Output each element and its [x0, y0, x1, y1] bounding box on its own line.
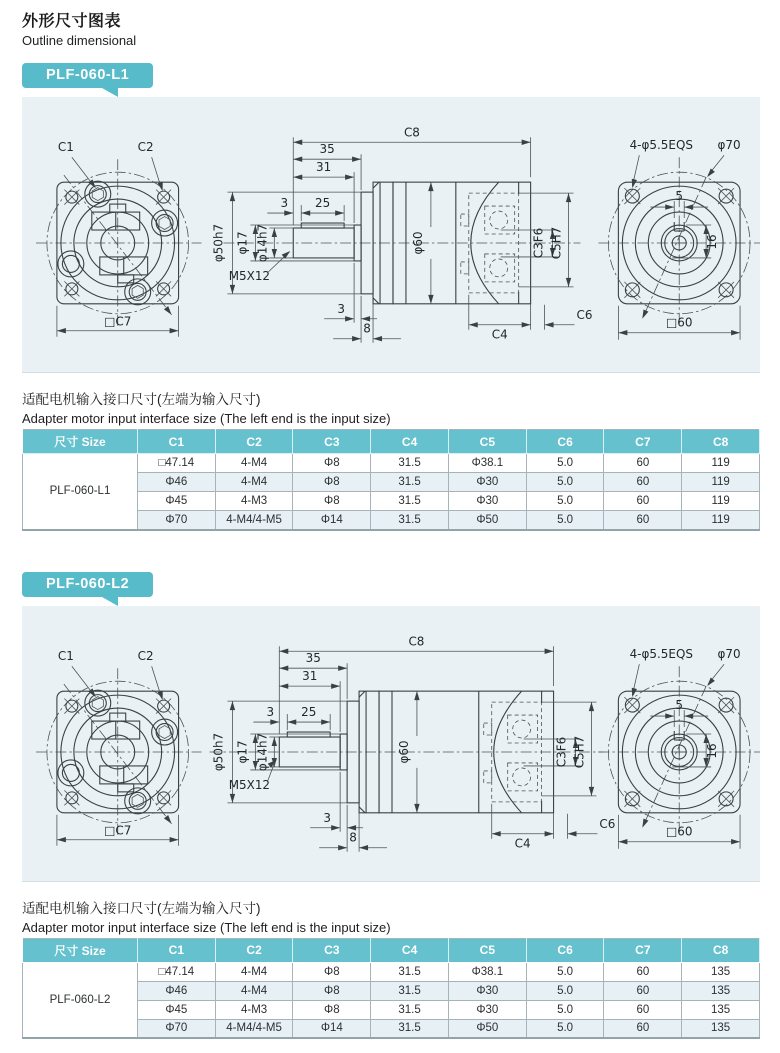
table-row [23, 962, 760, 981]
cell: 119 [682, 511, 760, 530]
model-badge-l1: PLF-060-L1 [22, 63, 153, 88]
cell: 119 [682, 454, 760, 473]
model-cell: PLF-060-L2 [23, 962, 138, 1038]
dim-label-d35: 35 [305, 650, 321, 665]
col-header-c5: C5 [448, 938, 526, 962]
cell: Φ46 [137, 981, 215, 1000]
dim-label-d8: 8 [349, 830, 357, 845]
col-header-size: 尺寸 Size [23, 938, 138, 962]
adapter-note-zh: 适配电机输入接口尺寸(左端为输入尺寸) [22, 900, 261, 916]
cell: 4-M3 [215, 492, 293, 511]
dim-label-phi50: φ50h7 [211, 223, 226, 263]
col-header-size: 尺寸 Size [23, 430, 138, 454]
cell: 60 [604, 1019, 682, 1038]
dim-label-c4: C4 [514, 836, 531, 851]
cell: 5.0 [526, 511, 604, 530]
col-header-c3: C3 [293, 938, 371, 962]
cell: 5.0 [526, 1019, 604, 1038]
col-header-c8: C8 [682, 430, 760, 454]
cell: 60 [604, 454, 682, 473]
dim-label-d5: 5 [675, 697, 684, 712]
dimension-table-l1 [22, 429, 760, 531]
col-header-c1: C1 [137, 938, 215, 962]
cell: Φ45 [137, 1000, 215, 1019]
dim-label-c6: C6 [576, 307, 593, 322]
dimension-table-l2 [22, 938, 760, 1040]
cell: 31.5 [371, 1000, 449, 1019]
page-subtitle: Outline dimensional [22, 33, 137, 48]
dim-label-c3f6: C3F6 [554, 736, 569, 767]
dim-label-d3: 3 [280, 196, 289, 211]
cell: 4-M3 [215, 1000, 293, 1019]
cell: Φ50 [448, 511, 526, 530]
cell: Φ8 [293, 981, 371, 1000]
cell: Φ30 [448, 1000, 526, 1019]
cell: 31.5 [371, 473, 449, 492]
dim-label-d5: 5 [675, 189, 684, 204]
model-cell: PLF-060-L1 [23, 454, 138, 530]
cell: 31.5 [371, 962, 449, 981]
col-header-c6: C6 [526, 430, 604, 454]
col-header-c1: C1 [137, 430, 215, 454]
table-header-row [23, 430, 760, 454]
dim-label-c2: C2 [137, 648, 154, 663]
adapter-note-en: Adapter motor input interface size (The left end is the input size) [22, 919, 391, 935]
drawing-panel-l1 [22, 97, 760, 373]
page-title: 外形尺寸图表 [22, 13, 122, 30]
cell: 5.0 [526, 981, 604, 1000]
dim-label-m5: M5X12 [228, 268, 271, 283]
cell: 5.0 [526, 454, 604, 473]
cell: 119 [682, 492, 760, 511]
dim-label-c8: C8 [408, 633, 425, 648]
cell: Φ50 [448, 1019, 526, 1038]
cell: 135 [682, 981, 760, 1000]
cell: 4-M4/4-M5 [215, 511, 293, 530]
cell: Φ14 [293, 1019, 371, 1038]
col-header-c4: C4 [371, 938, 449, 962]
cell: 4-M4 [215, 981, 293, 1000]
cell: 4-M4 [215, 962, 293, 981]
cell: 31.5 [371, 492, 449, 511]
cell: Φ14 [293, 511, 371, 530]
dim-label-d8: 8 [363, 321, 371, 336]
table-row [23, 454, 760, 473]
cell: □47.14 [137, 454, 215, 473]
drawing-panel-l2 [22, 606, 760, 882]
col-header-c3: C3 [293, 430, 371, 454]
dim-label-c7: □C7 [104, 314, 132, 329]
col-header-c5: C5 [448, 430, 526, 454]
dim-label-eqs: 4-φ5.5EQS [629, 138, 693, 153]
dim-label-c5h7: C5H7 [572, 735, 587, 768]
cell: Φ45 [137, 492, 215, 511]
col-header-c7: C7 [604, 430, 682, 454]
cell: 135 [682, 1019, 760, 1038]
cell: Φ8 [293, 454, 371, 473]
cell: 4-M4 [215, 454, 293, 473]
dim-label-sq60: □60 [665, 315, 693, 330]
cell: Φ70 [137, 1019, 215, 1038]
cell: 5.0 [526, 492, 604, 511]
cell: Φ38.1 [448, 454, 526, 473]
dim-label-d35: 35 [319, 142, 335, 157]
dim-label-c1: C1 [57, 648, 74, 663]
cell: 135 [682, 1000, 760, 1019]
cell: Φ30 [448, 981, 526, 1000]
dim-label-d16: 16 [705, 742, 720, 759]
cell: □47.14 [137, 962, 215, 981]
dim-label-c2: C2 [137, 140, 154, 155]
cell: 31.5 [371, 981, 449, 1000]
model-badge-l2: PLF-060-L2 [22, 572, 153, 597]
dim-label-phi50: φ50h7 [211, 732, 226, 771]
cell: 31.5 [371, 511, 449, 530]
cell: 31.5 [371, 454, 449, 473]
cell: 4-M4/4-M5 [215, 1019, 293, 1038]
cell: 4-M4 [215, 473, 293, 492]
dim-label-d31: 31 [316, 160, 332, 175]
outline-drawing-l1 [22, 97, 760, 373]
dim-label-phi70: φ70 [717, 138, 741, 153]
cell: 60 [604, 1000, 682, 1019]
dim-label-m5: M5X12 [228, 777, 271, 792]
cell: 60 [604, 962, 682, 981]
cell: Φ30 [448, 492, 526, 511]
dim-label-d3: 3 [266, 704, 275, 719]
col-header-c7: C7 [604, 938, 682, 962]
cell: Φ46 [137, 473, 215, 492]
cell: Φ8 [293, 1000, 371, 1019]
section-plf-060-l2 [22, 557, 760, 1040]
cell: 5.0 [526, 473, 604, 492]
dim-label-d25: 25 [315, 196, 331, 211]
col-header-c2: C2 [215, 430, 293, 454]
dim-label-phi14: φ14h7 [255, 732, 270, 771]
dim-label-c7: □C7 [104, 823, 132, 838]
dim-label-d31: 31 [302, 668, 318, 683]
dim-label-phi60: φ60 [396, 739, 411, 764]
dim-label-eqs: 4-φ5.5EQS [629, 646, 693, 661]
cell: Φ70 [137, 511, 215, 530]
cell: 60 [604, 511, 682, 530]
dim-label-c3f6: C3F6 [531, 227, 546, 259]
dim-label-c5h7: C5H7 [549, 226, 564, 260]
cell: 135 [682, 962, 760, 981]
col-header-c6: C6 [526, 938, 604, 962]
col-header-c4: C4 [371, 430, 449, 454]
dim-label-phi14: φ14h7 [255, 223, 270, 263]
dim-label-phi70: φ70 [717, 646, 741, 661]
cell: 60 [604, 981, 682, 1000]
adapter-note-en: Adapter motor input interface size (The left end is the input size) [22, 411, 391, 426]
dim-label-phi60: φ60 [410, 231, 425, 255]
cell: 5.0 [526, 962, 604, 981]
cell: 60 [604, 492, 682, 511]
dim-label-phi17: φ17 [235, 739, 250, 764]
col-header-c2: C2 [215, 938, 293, 962]
dim-label-c4: C4 [491, 327, 508, 342]
dim-label-c1: C1 [57, 140, 74, 155]
cell: Φ30 [448, 473, 526, 492]
cell: 119 [682, 473, 760, 492]
dim-label-c6: C6 [599, 816, 616, 831]
adapter-note-zh: 适配电机输入接口尺寸(左端为输入尺寸) [22, 392, 261, 407]
cell: 5.0 [526, 1000, 604, 1019]
dim-label-d3b: 3 [337, 301, 345, 316]
dim-label-d3b: 3 [323, 810, 331, 825]
dim-label-d16: 16 [705, 234, 720, 250]
outline-drawing-l2 [22, 606, 760, 882]
cell: Φ8 [293, 492, 371, 511]
dim-label-d25: 25 [301, 704, 317, 719]
col-header-c8: C8 [682, 938, 760, 962]
cell: Φ8 [293, 473, 371, 492]
cell: Φ8 [293, 962, 371, 981]
cell: Φ38.1 [448, 962, 526, 981]
cell: 31.5 [371, 1019, 449, 1038]
dim-label-c8: C8 [403, 125, 420, 140]
table-header-row [23, 938, 760, 962]
cell: 60 [604, 473, 682, 492]
dim-label-phi17: φ17 [235, 231, 250, 255]
dim-label-sq60: □60 [665, 824, 693, 839]
section-plf-060-l1 [22, 48, 760, 531]
